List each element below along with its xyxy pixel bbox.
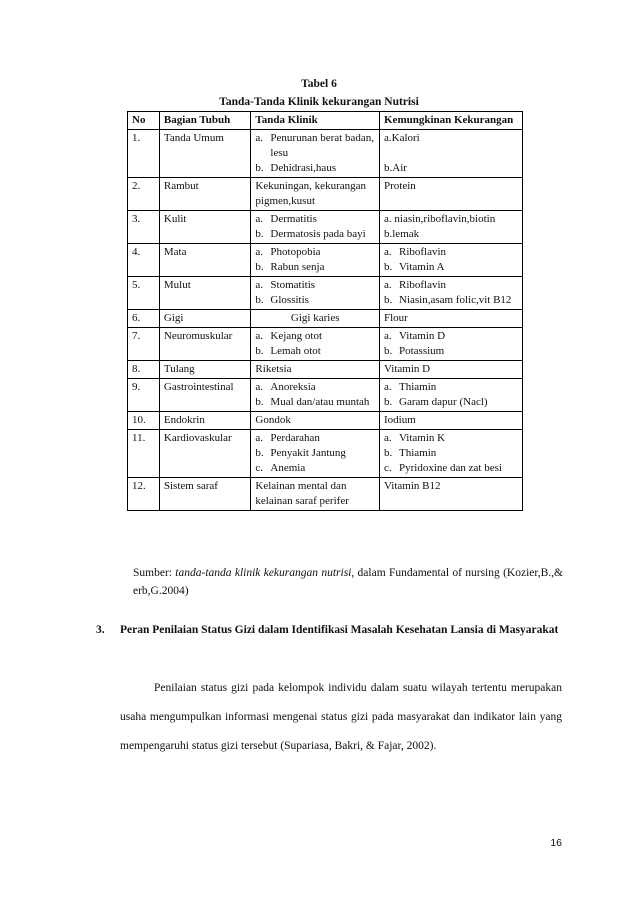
list-marker: a.: [384, 330, 392, 342]
source-suffix: dalam Fundamental of nursing (Kozier,B.,& erb,G.2004): [133, 567, 563, 597]
list-marker: c.: [255, 462, 264, 474]
list-item: [384, 431, 518, 446]
list-text: Vitamin D: [384, 363, 431, 375]
table-row: [128, 211, 523, 244]
row-deficiency: [380, 277, 523, 310]
list-text: Gondok: [255, 414, 291, 426]
list-text: a. niasin,riboflavin,biotin: [384, 213, 496, 225]
row-no: 5.: [128, 277, 160, 310]
list-marker: b.: [384, 261, 393, 273]
list-text: Mual dan/atau muntah: [270, 396, 370, 408]
list-item: [384, 131, 518, 146]
row-deficiency: [380, 178, 523, 211]
list-marker: a.: [255, 246, 264, 258]
table-title: Tabel 6: [301, 78, 337, 90]
list-item: [255, 461, 375, 476]
table-source: [133, 564, 563, 600]
list-text: Anemia: [270, 462, 306, 474]
table-row: [128, 478, 523, 511]
row-no: 8.: [128, 361, 160, 379]
list-item: [255, 479, 375, 509]
row-clinical-sign: [251, 361, 380, 379]
list-item: [255, 227, 375, 242]
row-no: 1.: [128, 130, 160, 178]
row-deficiency: [380, 379, 523, 412]
list-text: Penurunan berat badan, lesu: [270, 132, 374, 159]
row-body-part: Mata: [159, 244, 251, 277]
header-no: No: [128, 112, 160, 130]
list-text: Perdarahan: [270, 432, 320, 444]
row-clinical-sign: [251, 277, 380, 310]
table-row: [128, 244, 523, 277]
row-no: 6.: [128, 310, 160, 328]
list-text: Dehidrasi,haus: [270, 162, 337, 174]
list-marker: a.: [255, 279, 264, 291]
row-body-part: Tanda Umum: [159, 130, 251, 178]
list-item: [255, 329, 375, 344]
list-text: a.Kalori: [384, 132, 420, 144]
list-item: [255, 431, 375, 446]
table-row: [128, 361, 523, 379]
list-marker: a.: [255, 330, 264, 342]
list-item: [384, 362, 518, 377]
row-deficiency: [380, 361, 523, 379]
table-row: [128, 130, 523, 178]
list-text: Riboflavin: [399, 279, 447, 291]
section-title: Peran Penilaian Status Gizi dalam Identifikasi Masalah Kesehatan Lansia di Masyarakat: [120, 624, 559, 636]
list-text: Gigi karies: [290, 312, 340, 324]
list-item: [384, 161, 518, 176]
list-marker: a.: [384, 381, 392, 393]
list-item: [255, 413, 375, 428]
nutrition-table: [127, 111, 523, 511]
list-text: Riketsia: [255, 363, 292, 375]
list-marker: b.: [255, 345, 264, 357]
list-item: [255, 311, 375, 326]
list-text: Garam dapur (Nacl): [399, 396, 488, 408]
list-item: [255, 395, 375, 410]
list-text: Penyakit Jantung: [270, 447, 346, 459]
list-marker: b.: [384, 294, 393, 306]
list-item: [384, 245, 518, 260]
list-marker: a.: [384, 246, 392, 258]
list-marker: a.: [255, 432, 264, 444]
list-item: [255, 161, 375, 176]
list-text: Riboflavin: [399, 246, 447, 258]
row-no: 12.: [128, 478, 160, 511]
list-text: b.lemak: [384, 228, 420, 240]
table-row: [128, 412, 523, 430]
list-text: [384, 146, 518, 161]
list-item: [384, 227, 518, 242]
list-marker: a.: [384, 432, 392, 444]
list-item: [384, 179, 518, 194]
list-marker: b.: [255, 294, 264, 306]
row-clinical-sign: [251, 178, 380, 211]
list-item: [255, 131, 375, 161]
list-marker: a.: [255, 381, 264, 393]
list-item: [255, 362, 375, 377]
list-item: [384, 311, 518, 326]
list-item: [255, 278, 375, 293]
row-no: 10.: [128, 412, 160, 430]
row-clinical-sign: [251, 211, 380, 244]
row-body-part: Mulut: [159, 277, 251, 310]
list-text: Iodium: [384, 414, 416, 426]
row-body-part: Endokrin: [159, 412, 251, 430]
list-item: [255, 344, 375, 359]
list-marker: b.: [384, 345, 393, 357]
list-text: Kejang otot: [270, 330, 323, 342]
list-text: Photopobia: [270, 246, 321, 258]
section-number: 3.: [96, 624, 105, 636]
list-marker: b.: [255, 396, 264, 408]
list-text: Dermatitis: [270, 213, 317, 225]
list-item: [255, 293, 375, 308]
list-text: Rabun senja: [270, 261, 325, 273]
list-text: Thiamin: [399, 447, 437, 459]
row-clinical-sign: [251, 244, 380, 277]
list-marker: a.: [255, 132, 264, 144]
row-clinical-sign: [251, 379, 380, 412]
list-text: Glossitis: [270, 294, 309, 306]
list-item: [255, 260, 375, 275]
list-marker: b.: [255, 261, 264, 273]
list-marker: b.: [384, 396, 393, 408]
row-clinical-sign: [251, 130, 380, 178]
table-row: [128, 328, 523, 361]
list-item: [384, 212, 518, 227]
list-item: [384, 479, 518, 494]
row-clinical-sign: [251, 412, 380, 430]
row-body-part: Kulit: [159, 211, 251, 244]
source-italic: tanda-tanda klinik kekurangan nutrisi,: [175, 567, 355, 579]
list-item: [255, 446, 375, 461]
list-marker: c.: [384, 462, 392, 474]
list-item: [384, 278, 518, 293]
row-deficiency: [380, 244, 523, 277]
list-marker: b.: [255, 228, 264, 240]
row-clinical-sign: [251, 478, 380, 511]
row-body-part: Gigi: [159, 310, 251, 328]
list-marker: b.: [255, 162, 264, 174]
row-body-part: Sistem saraf: [159, 478, 251, 511]
row-deficiency: [380, 478, 523, 511]
row-clinical-sign: [251, 328, 380, 361]
list-text: Protein: [384, 180, 416, 192]
list-text: Vitamin K: [399, 432, 446, 444]
source-prefix: Sumber:: [133, 567, 176, 579]
list-item: [384, 293, 518, 308]
list-text: Kekuningan, kekurangan pigmen,kusut: [255, 180, 366, 207]
row-no: 3.: [128, 211, 160, 244]
table-row: [128, 178, 523, 211]
row-no: 4.: [128, 244, 160, 277]
list-text: Potassium: [399, 345, 445, 357]
table-row: [128, 430, 523, 478]
row-deficiency: [380, 310, 523, 328]
row-deficiency: [380, 328, 523, 361]
row-no: 2.: [128, 178, 160, 211]
list-text: b.Air: [384, 162, 407, 174]
row-deficiency: [380, 130, 523, 178]
list-item: [384, 413, 518, 428]
row-body-part: Tulang: [159, 361, 251, 379]
list-text: Thiamin: [399, 381, 437, 393]
header-clinical-sign: Tanda Klinik: [251, 112, 380, 130]
list-text: Dermatosis pada bayi: [270, 228, 366, 240]
list-item: [384, 329, 518, 344]
list-item: [255, 245, 375, 260]
list-text: Kelainan mental dan kelainan saraf perifer: [255, 480, 349, 507]
list-text: Lemah otot: [270, 345, 321, 357]
list-item: [384, 344, 518, 359]
list-text: Flour: [384, 312, 408, 324]
row-no: 9.: [128, 379, 160, 412]
table-header-row: [128, 112, 523, 130]
row-body-part: Neuromuskular: [159, 328, 251, 361]
list-item: [384, 395, 518, 410]
page-number: 16: [550, 837, 562, 849]
table-row: [128, 277, 523, 310]
list-text: Niasin,asam folic,vit B12: [399, 294, 512, 306]
table-row: [128, 379, 523, 412]
row-no: 7.: [128, 328, 160, 361]
list-marker: b.: [384, 447, 393, 459]
row-body-part: Gastrointestinal: [159, 379, 251, 412]
list-item: [255, 179, 375, 209]
list-marker: a.: [255, 213, 264, 225]
list-item: [255, 212, 375, 227]
list-text: Vitamin D: [399, 330, 446, 342]
list-text: Pyridoxine dan zat besi: [399, 462, 502, 474]
list-text: Vitamin B12: [384, 480, 441, 492]
list-marker: b.: [255, 447, 264, 459]
table-subtitle: Tanda-Tanda Klinik kekurangan Nutrisi: [219, 96, 419, 108]
row-no: 11.: [128, 430, 160, 478]
row-clinical-sign: [251, 310, 380, 328]
body-paragraph: Penilaian status gizi pada kelompok individu dalam suatu wilayah tertentu merupakan usaha mengumpulkan informasi mengenai status gizi pada masyarakat dan indikator lain yang mempengaruhi status gizi tersebut (Supariasa, Bakri, & Fajar, 2002).: [120, 682, 562, 752]
row-deficiency: [380, 430, 523, 478]
list-text: Anoreksia: [270, 381, 316, 393]
row-clinical-sign: [251, 430, 380, 478]
list-item: [384, 146, 518, 161]
row-deficiency: [380, 211, 523, 244]
list-item: [384, 461, 518, 476]
header-deficiency: Kemungkinan Kekurangan: [380, 112, 523, 130]
list-item: [384, 380, 518, 395]
list-marker: a.: [384, 279, 392, 291]
table-body: [128, 130, 523, 511]
list-item: [384, 260, 518, 275]
list-text: Vitamin A: [399, 261, 445, 273]
row-body-part: Kardiovaskular: [159, 430, 251, 478]
table-row: [128, 310, 523, 328]
section-heading: [96, 615, 562, 645]
list-text: Stomatitis: [270, 279, 316, 291]
list-item: [255, 380, 375, 395]
row-deficiency: [380, 412, 523, 430]
row-body-part: Rambut: [159, 178, 251, 211]
list-item: [384, 446, 518, 461]
header-body-part: Bagian Tubuh: [159, 112, 251, 130]
